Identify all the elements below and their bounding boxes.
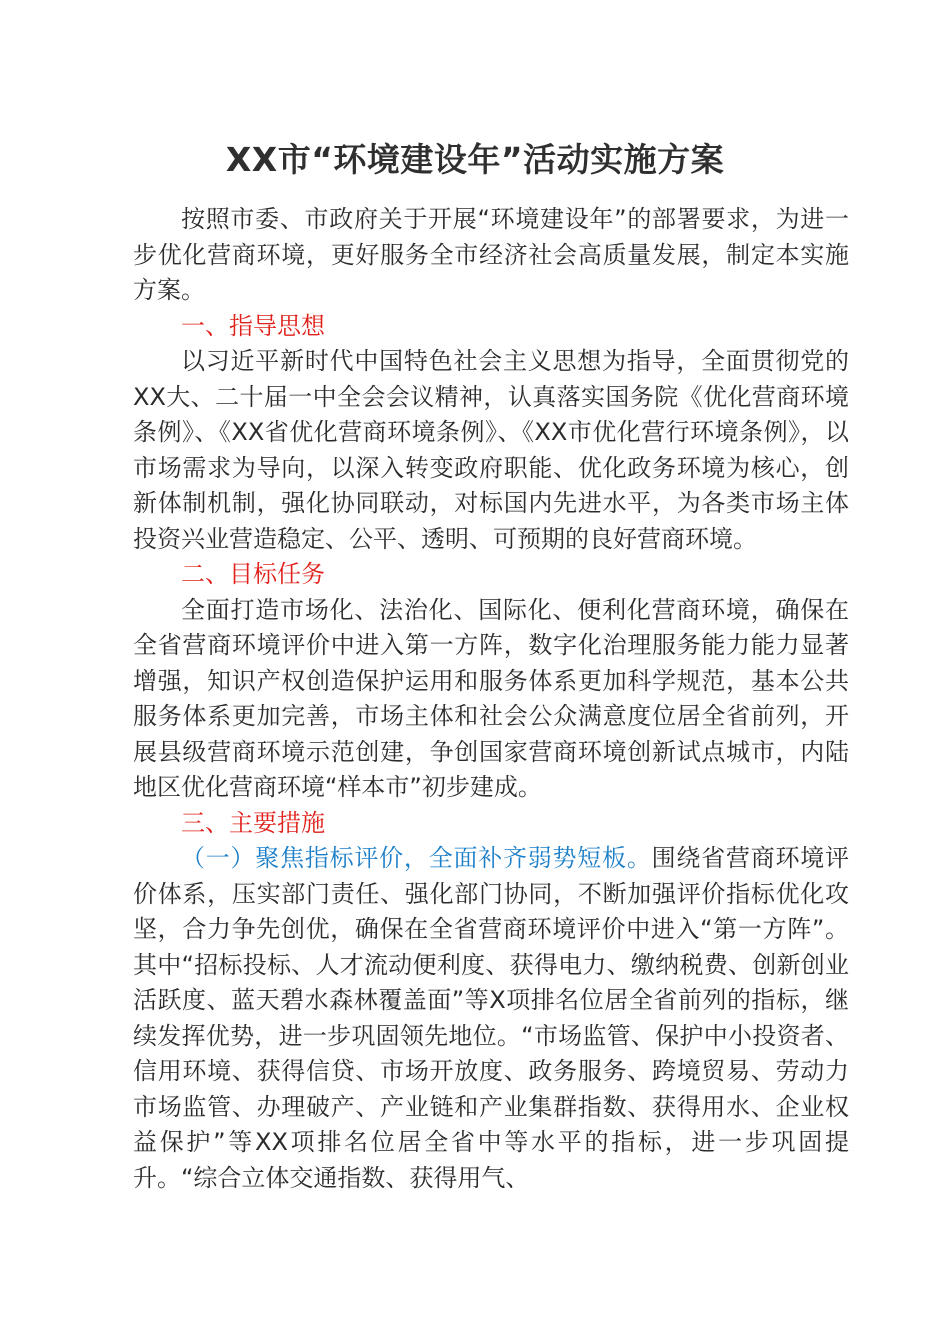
section-heading-guiding-ideology: 一、指导思想 (181, 311, 325, 340)
document-body (133, 202, 849, 1196)
section-paragraph-main-measures (133, 841, 849, 1196)
sub-heading-indicator-evaluation: （一）聚焦指标评价，全面补齐弱势短板。 (181, 844, 652, 872)
document-title: XX市“环境建设年”活动实施方案 (225, 140, 725, 179)
sub-paragraph-indicator-evaluation: 围绕省营商环境评价体系，压实部门责任、强化部门协同，不断加强评价指标优化攻坚，合力争先创优，确保在全省营商环境评价中进入“第一方阵”。其中“招标投标、人才流动便利度、获得电力、缴纳税费、创新创业活跃度、蓝天碧水森林覆盖面”等X项排名位居全省前列的指标，继续发挥优势，进一步巩固领先地位。“市场监管、保护中小投资者、信用环境、获得信贷、市场开放度、政务服务、跨境贸易、劳动力市场监管、办理破产、产业链和产业集群指数、获得用水、企业权益保护”等XX项排名位居全省中等水平的指标，进一步巩固提升。“综合立体交通指数、获得用气、 (133, 844, 850, 1192)
section-paragraph-objectives: 全面打造市场化、法治化、国际化、便利化营商环境，确保在全省营商环境评价中进入第一方阵，数字化治理服务能力能力显著增强，知识产权创造保护运用和服务体系更加科学规范，基本公共服务体系更加完善，市场主体和社会公众满意度位居全省前列，开展县级营商环境示范创建，争创国家营商环境创新试点城市，内陆地区优化营商环境“样本市”初步建成。 (133, 595, 849, 801)
section-heading-main-measures: 三、主要措施 (181, 808, 325, 837)
section-paragraph-guiding-ideology: 以习近平新时代中国特色社会主义思想为指导，全面贯彻党的XX大、二十届一中全会会议精神，认真落实国务院《优化营商环境条例》、《XX省优化营商环境条例》、《XX市优化营行环境条例》，以市场需求为导向，以深入转变政府职能、优化政务环境为核心，创新体制机制，强化协同联动，对标国内先进水平，为各类市场主体投资兴业营造稳定、公平、透明、可预期的良好营商环境。 (133, 347, 849, 553)
section-heading-objectives: 二、目标任务 (181, 560, 325, 588)
intro-paragraph: 按照市委、市政府关于开展“环境建设年”的部署要求，为进一步优化营商环境，更好服务全市经济社会高质量发展，制定本实施方案。 (133, 205, 849, 304)
